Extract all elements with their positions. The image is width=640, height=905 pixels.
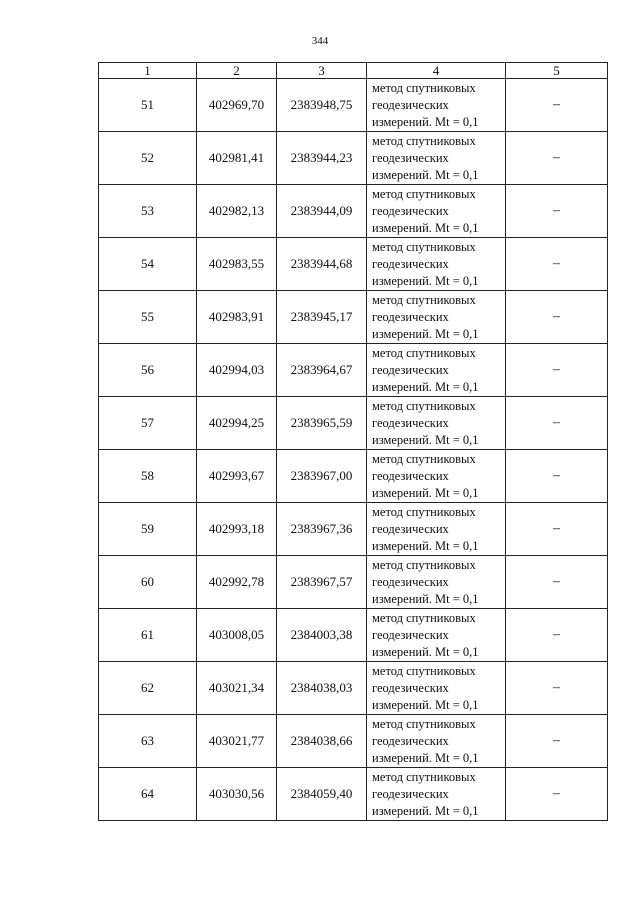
note-cell: – — [506, 238, 608, 291]
header-col-2: 2 — [197, 63, 277, 79]
method-cell — [367, 79, 506, 132]
method-line: геодезических — [372, 468, 449, 483]
note-cell: – — [506, 397, 608, 450]
y-coordinate-cell: 2383967,36 — [277, 503, 367, 556]
x-coordinate-cell: 403021,34 — [197, 662, 277, 715]
x-coordinate-cell: 402993,18 — [197, 503, 277, 556]
method-line: измерений. Mt = 0,1 — [372, 485, 479, 500]
method-line: метод спутниковых — [372, 239, 476, 254]
method-cell — [367, 662, 506, 715]
method-line: геодезических — [372, 786, 449, 801]
method-line: метод спутниковых — [372, 186, 476, 201]
header-col-3: 3 — [277, 63, 367, 79]
method-cell — [367, 132, 506, 185]
method-line: измерений. Mt = 0,1 — [372, 644, 479, 659]
point-number-cell: 60 — [99, 556, 197, 609]
table-row — [99, 768, 608, 821]
method-line: геодезических — [372, 203, 449, 218]
point-number-cell: 61 — [99, 609, 197, 662]
y-coordinate-cell: 2383944,68 — [277, 238, 367, 291]
method-line: метод спутниковых — [372, 504, 476, 519]
method-line: измерений. Mt = 0,1 — [372, 803, 479, 818]
method-cell — [367, 238, 506, 291]
note-cell: – — [506, 291, 608, 344]
y-coordinate-cell: 2383944,23 — [277, 132, 367, 185]
y-coordinate-cell: 2384003,38 — [277, 609, 367, 662]
method-line: геодезических — [372, 97, 449, 112]
table-row — [99, 238, 608, 291]
y-coordinate-cell: 2383965,59 — [277, 397, 367, 450]
coordinates-table — [98, 62, 608, 821]
method-line: геодезических — [372, 256, 449, 271]
method-line: геодезических — [372, 309, 449, 324]
method-line: измерений. Mt = 0,1 — [372, 167, 479, 182]
point-number-cell: 53 — [99, 185, 197, 238]
note-cell: – — [506, 715, 608, 768]
method-cell — [367, 344, 506, 397]
method-cell — [367, 503, 506, 556]
header-row — [99, 63, 608, 79]
x-coordinate-cell: 403008,05 — [197, 609, 277, 662]
table-row — [99, 556, 608, 609]
method-line: метод спутниковых — [372, 133, 476, 148]
note-cell: – — [506, 609, 608, 662]
y-coordinate-cell: 2384038,03 — [277, 662, 367, 715]
method-line: метод спутниковых — [372, 80, 476, 95]
method-line: измерений. Mt = 0,1 — [372, 538, 479, 553]
y-coordinate-cell: 2383944,09 — [277, 185, 367, 238]
method-line: метод спутниковых — [372, 451, 476, 466]
method-line: измерений. Mt = 0,1 — [372, 591, 479, 606]
point-number-cell: 54 — [99, 238, 197, 291]
method-line: геодезических — [372, 362, 449, 377]
note-cell: – — [506, 79, 608, 132]
point-number-cell: 62 — [99, 662, 197, 715]
method-cell — [367, 556, 506, 609]
x-coordinate-cell: 402994,25 — [197, 397, 277, 450]
method-cell — [367, 768, 506, 821]
method-line: измерений. Mt = 0,1 — [372, 273, 479, 288]
x-coordinate-cell: 402981,41 — [197, 132, 277, 185]
note-cell: – — [506, 344, 608, 397]
table-row — [99, 291, 608, 344]
x-coordinate-cell: 402969,70 — [197, 79, 277, 132]
method-cell — [367, 450, 506, 503]
table-row — [99, 79, 608, 132]
table-row — [99, 503, 608, 556]
note-cell: – — [506, 768, 608, 821]
point-number-cell: 63 — [99, 715, 197, 768]
x-coordinate-cell: 402983,55 — [197, 238, 277, 291]
method-cell — [367, 609, 506, 662]
method-line: измерений. Mt = 0,1 — [372, 432, 479, 447]
note-cell: – — [506, 132, 608, 185]
method-line: геодезических — [372, 627, 449, 642]
method-line: измерений. Mt = 0,1 — [372, 697, 479, 712]
point-number-cell: 55 — [99, 291, 197, 344]
table-row — [99, 609, 608, 662]
method-line: метод спутниковых — [372, 292, 476, 307]
method-line: измерений. Mt = 0,1 — [372, 326, 479, 341]
x-coordinate-cell: 402983,91 — [197, 291, 277, 344]
point-number-cell: 57 — [99, 397, 197, 450]
table-row — [99, 662, 608, 715]
note-cell: – — [506, 662, 608, 715]
table-row — [99, 450, 608, 503]
note-cell: – — [506, 450, 608, 503]
method-line: геодезических — [372, 415, 449, 430]
method-line: геодезических — [372, 574, 449, 589]
point-number-cell: 52 — [99, 132, 197, 185]
method-line: метод спутниковых — [372, 610, 476, 625]
point-number-cell: 59 — [99, 503, 197, 556]
x-coordinate-cell: 403021,77 — [197, 715, 277, 768]
method-line: измерений. Mt = 0,1 — [372, 114, 479, 129]
note-cell: – — [506, 503, 608, 556]
point-number-cell: 64 — [99, 768, 197, 821]
y-coordinate-cell: 2383967,57 — [277, 556, 367, 609]
table-row — [99, 715, 608, 768]
header-col-4: 4 — [367, 63, 506, 79]
x-coordinate-cell: 402992,78 — [197, 556, 277, 609]
table-body — [99, 79, 608, 821]
method-line: метод спутниковых — [372, 557, 476, 572]
y-coordinate-cell: 2383967,00 — [277, 450, 367, 503]
method-cell — [367, 291, 506, 344]
table-row — [99, 185, 608, 238]
point-number-cell: 58 — [99, 450, 197, 503]
table-row — [99, 344, 608, 397]
method-line: метод спутниковых — [372, 769, 476, 784]
page-number: 344 — [311, 35, 329, 47]
y-coordinate-cell: 2383945,17 — [277, 291, 367, 344]
method-line: геодезических — [372, 680, 449, 695]
y-coordinate-cell: 2383948,75 — [277, 79, 367, 132]
point-number-cell: 56 — [99, 344, 197, 397]
method-line: геодезических — [372, 521, 449, 536]
method-line: измерений. Mt = 0,1 — [372, 379, 479, 394]
note-cell: – — [506, 185, 608, 238]
x-coordinate-cell: 403030,56 — [197, 768, 277, 821]
y-coordinate-cell: 2384059,40 — [277, 768, 367, 821]
method-line: измерений. Mt = 0,1 — [372, 750, 479, 765]
method-line: метод спутниковых — [372, 663, 476, 678]
table-row — [99, 397, 608, 450]
note-cell: – — [506, 556, 608, 609]
x-coordinate-cell: 402982,13 — [197, 185, 277, 238]
method-line: геодезических — [372, 150, 449, 165]
table-row — [99, 132, 608, 185]
method-cell — [367, 185, 506, 238]
method-cell — [367, 715, 506, 768]
method-line: измерений. Mt = 0,1 — [372, 220, 479, 235]
method-line: метод спутниковых — [372, 716, 476, 731]
table-header — [99, 63, 608, 79]
y-coordinate-cell: 2383964,67 — [277, 344, 367, 397]
point-number-cell: 51 — [99, 79, 197, 132]
method-line: метод спутниковых — [372, 345, 476, 360]
method-line: геодезических — [372, 733, 449, 748]
method-line: метод спутниковых — [372, 398, 476, 413]
x-coordinate-cell: 402993,67 — [197, 450, 277, 503]
header-col-5: 5 — [506, 63, 608, 79]
method-cell — [367, 397, 506, 450]
x-coordinate-cell: 402994,03 — [197, 344, 277, 397]
y-coordinate-cell: 2384038,66 — [277, 715, 367, 768]
header-col-1: 1 — [99, 63, 197, 79]
